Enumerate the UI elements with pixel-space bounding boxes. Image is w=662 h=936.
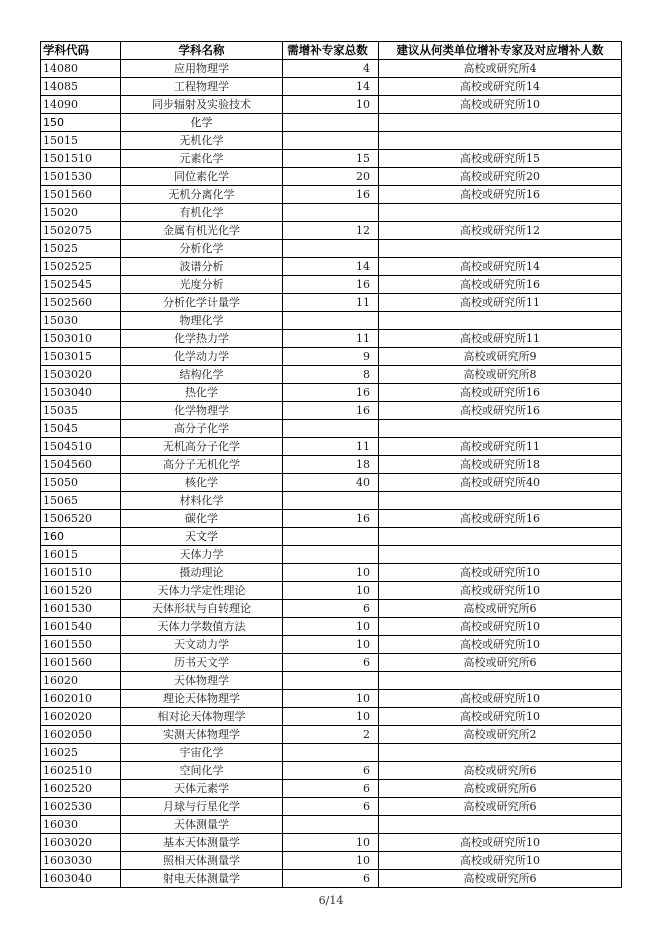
expert-count-cell xyxy=(283,528,379,546)
suggestion-cell: 高校或研究所18 xyxy=(379,456,622,474)
subject-code-cell: 14085 xyxy=(41,78,121,96)
expert-count-cell: 8 xyxy=(283,366,379,384)
expert-count-cell: 11 xyxy=(283,438,379,456)
table-row xyxy=(41,456,622,474)
subject-name-cell: 物理化学 xyxy=(121,312,283,330)
subject-name-cell: 照相天体测量学 xyxy=(121,852,283,870)
suggestion-cell: 高校或研究所16 xyxy=(379,276,622,294)
subject-code-cell: 15025 xyxy=(41,240,121,258)
suggestion-cell: 高校或研究所6 xyxy=(379,798,622,816)
table-row xyxy=(41,636,622,654)
suggestion-cell xyxy=(379,492,622,510)
expert-count-cell: 16 xyxy=(283,186,379,204)
subject-code-cell: 1601510 xyxy=(41,564,121,582)
subject-name-cell: 化学物理学 xyxy=(121,402,283,420)
expert-count-cell: 6 xyxy=(283,780,379,798)
expert-count-cell: 10 xyxy=(283,618,379,636)
expert-count-cell xyxy=(283,744,379,762)
header-subject-name: 学科名称 xyxy=(121,42,283,60)
table-row xyxy=(41,402,622,420)
subject-code-cell: 1602010 xyxy=(41,690,121,708)
subject-code-cell: 1504510 xyxy=(41,438,121,456)
subject-code-cell: 1504560 xyxy=(41,456,121,474)
subject-name-cell: 材料化学 xyxy=(121,492,283,510)
table-header-row xyxy=(41,42,622,60)
suggestion-cell: 高校或研究所10 xyxy=(379,564,622,582)
expert-table xyxy=(40,41,622,888)
expert-count-cell: 10 xyxy=(283,564,379,582)
table-row xyxy=(41,690,622,708)
suggestion-cell: 高校或研究所2 xyxy=(379,726,622,744)
subject-code-cell: 16030 xyxy=(41,816,121,834)
table-row xyxy=(41,438,622,456)
suggestion-cell xyxy=(379,114,622,132)
table-row xyxy=(41,780,622,798)
subject-name-cell: 波谱分析 xyxy=(121,258,283,276)
subject-name-cell: 碳化学 xyxy=(121,510,283,528)
subject-code-cell: 1602520 xyxy=(41,780,121,798)
expert-count-cell xyxy=(283,204,379,222)
table-row xyxy=(41,798,622,816)
suggestion-cell: 高校或研究所6 xyxy=(379,762,622,780)
subject-code-cell: 14080 xyxy=(41,60,121,78)
table-row xyxy=(41,96,622,114)
subject-code-cell: 16015 xyxy=(41,546,121,564)
header-suggestion: 建议从何类单位增补专家及对应增补人数 xyxy=(379,42,622,60)
subject-code-cell: 1601560 xyxy=(41,654,121,672)
subject-name-cell: 天体元素学 xyxy=(121,780,283,798)
table-row xyxy=(41,330,622,348)
subject-code-cell: 15030 xyxy=(41,312,121,330)
suggestion-cell: 高校或研究所16 xyxy=(379,402,622,420)
subject-code-cell: 1501560 xyxy=(41,186,121,204)
table-row xyxy=(41,384,622,402)
subject-name-cell: 摄动理论 xyxy=(121,564,283,582)
expert-count-cell xyxy=(283,492,379,510)
header-expert-count: 需增补专家总数 xyxy=(283,42,379,60)
expert-count-cell: 2 xyxy=(283,726,379,744)
page-number: 6/14 xyxy=(318,894,344,907)
expert-count-cell: 11 xyxy=(283,330,379,348)
expert-count-cell: 14 xyxy=(283,78,379,96)
suggestion-cell: 高校或研究所20 xyxy=(379,168,622,186)
table-row xyxy=(41,420,622,438)
suggestion-cell xyxy=(379,816,622,834)
subject-code-cell: 1502525 xyxy=(41,258,121,276)
suggestion-cell: 高校或研究所16 xyxy=(379,384,622,402)
subject-code-cell: 1503015 xyxy=(41,348,121,366)
suggestion-cell xyxy=(379,132,622,150)
suggestion-cell: 高校或研究所6 xyxy=(379,600,622,618)
subject-code-cell: 15020 xyxy=(41,204,121,222)
table-row xyxy=(41,582,622,600)
suggestion-cell: 高校或研究所11 xyxy=(379,438,622,456)
table-row xyxy=(41,600,622,618)
subject-code-cell: 1502075 xyxy=(41,222,121,240)
subject-code-cell: 160 xyxy=(41,528,121,546)
expert-count-cell xyxy=(283,546,379,564)
expert-count-cell: 10 xyxy=(283,834,379,852)
suggestion-cell: 高校或研究所10 xyxy=(379,690,622,708)
table-row xyxy=(41,726,622,744)
expert-count-cell xyxy=(283,312,379,330)
suggestion-cell: 高校或研究所14 xyxy=(379,258,622,276)
subject-name-cell: 分析化学 xyxy=(121,240,283,258)
suggestion-cell: 高校或研究所6 xyxy=(379,780,622,798)
suggestion-cell: 高校或研究所10 xyxy=(379,834,622,852)
subject-code-cell: 15065 xyxy=(41,492,121,510)
suggestion-cell xyxy=(379,672,622,690)
table-row xyxy=(41,60,622,78)
table-row xyxy=(41,708,622,726)
expert-count-cell: 18 xyxy=(283,456,379,474)
expert-count-cell: 20 xyxy=(283,168,379,186)
subject-name-cell: 核化学 xyxy=(121,474,283,492)
expert-count-cell: 9 xyxy=(283,348,379,366)
suggestion-cell: 高校或研究所9 xyxy=(379,348,622,366)
expert-count-cell: 6 xyxy=(283,798,379,816)
subject-name-cell: 天文学 xyxy=(121,528,283,546)
subject-name-cell: 金属有机光化学 xyxy=(121,222,283,240)
expert-count-cell xyxy=(283,672,379,690)
subject-name-cell: 光度分析 xyxy=(121,276,283,294)
subject-code-cell: 1502560 xyxy=(41,294,121,312)
suggestion-cell xyxy=(379,744,622,762)
subject-name-cell: 化学热力学 xyxy=(121,330,283,348)
suggestion-cell xyxy=(379,240,622,258)
table-row xyxy=(41,348,622,366)
expert-count-cell: 10 xyxy=(283,690,379,708)
expert-count-cell xyxy=(283,132,379,150)
expert-count-cell: 10 xyxy=(283,636,379,654)
suggestion-cell: 高校或研究所14 xyxy=(379,78,622,96)
subject-code-cell: 1503020 xyxy=(41,366,121,384)
table-row xyxy=(41,474,622,492)
table-row xyxy=(41,654,622,672)
suggestion-cell: 高校或研究所10 xyxy=(379,636,622,654)
subject-code-cell: 1601540 xyxy=(41,618,121,636)
subject-name-cell: 宇宙化学 xyxy=(121,744,283,762)
suggestion-cell: 高校或研究所10 xyxy=(379,618,622,636)
table-row xyxy=(41,546,622,564)
table-row xyxy=(41,222,622,240)
expert-count-cell: 6 xyxy=(283,654,379,672)
table-row xyxy=(41,312,622,330)
subject-code-cell: 1602050 xyxy=(41,726,121,744)
subject-name-cell: 元素化学 xyxy=(121,150,283,168)
suggestion-cell: 高校或研究所11 xyxy=(379,294,622,312)
category-row xyxy=(41,114,622,132)
subject-name-cell: 分析化学计量学 xyxy=(121,294,283,312)
subject-code-cell: 1601530 xyxy=(41,600,121,618)
expert-count-cell: 11 xyxy=(283,294,379,312)
suggestion-cell xyxy=(379,528,622,546)
table-row xyxy=(41,852,622,870)
expert-count-cell xyxy=(283,114,379,132)
subject-code-cell: 16025 xyxy=(41,744,121,762)
table-row xyxy=(41,870,622,888)
subject-code-cell: 150 xyxy=(41,114,121,132)
subject-code-cell: 15045 xyxy=(41,420,121,438)
suggestion-cell: 高校或研究所4 xyxy=(379,60,622,78)
subject-code-cell: 16020 xyxy=(41,672,121,690)
subject-name-cell: 工程物理学 xyxy=(121,78,283,96)
suggestion-cell: 高校或研究所11 xyxy=(379,330,622,348)
table-row xyxy=(41,186,622,204)
suggestion-cell: 高校或研究所6 xyxy=(379,870,622,888)
expert-count-cell: 40 xyxy=(283,474,379,492)
table-row xyxy=(41,564,622,582)
subject-code-cell: 15050 xyxy=(41,474,121,492)
table-row xyxy=(41,168,622,186)
subject-name-cell: 有机化学 xyxy=(121,204,283,222)
subject-name-cell: 天体力学数值方法 xyxy=(121,618,283,636)
subject-name-cell: 天文动力学 xyxy=(121,636,283,654)
table-row xyxy=(41,366,622,384)
suggestion-cell: 高校或研究所8 xyxy=(379,366,622,384)
expert-count-cell: 14 xyxy=(283,258,379,276)
expert-count-cell: 12 xyxy=(283,222,379,240)
subject-code-cell: 15035 xyxy=(41,402,121,420)
subject-name-cell: 理论天体物理学 xyxy=(121,690,283,708)
subject-name-cell: 天体力学 xyxy=(121,546,283,564)
expert-count-cell: 16 xyxy=(283,510,379,528)
suggestion-cell: 高校或研究所40 xyxy=(379,474,622,492)
expert-count-cell: 16 xyxy=(283,384,379,402)
table-row xyxy=(41,816,622,834)
expert-count-cell: 15 xyxy=(283,150,379,168)
expert-count-cell: 4 xyxy=(283,60,379,78)
subject-name-cell: 同步辐射及实验技术 xyxy=(121,96,283,114)
suggestion-cell: 高校或研究所10 xyxy=(379,582,622,600)
subject-code-cell: 1602530 xyxy=(41,798,121,816)
subject-name-cell: 高分子化学 xyxy=(121,420,283,438)
subject-name-cell: 结构化学 xyxy=(121,366,283,384)
suggestion-cell: 高校或研究所12 xyxy=(379,222,622,240)
subject-name-cell: 热化学 xyxy=(121,384,283,402)
table-row xyxy=(41,834,622,852)
subject-code-cell: 14090 xyxy=(41,96,121,114)
subject-name-cell: 天体形状与自转理论 xyxy=(121,600,283,618)
subject-code-cell: 1502545 xyxy=(41,276,121,294)
table-row xyxy=(41,276,622,294)
subject-name-cell: 化学动力学 xyxy=(121,348,283,366)
subject-name-cell: 历书天文学 xyxy=(121,654,283,672)
suggestion-cell: 高校或研究所10 xyxy=(379,96,622,114)
subject-name-cell: 相对论天体物理学 xyxy=(121,708,283,726)
subject-name-cell: 天体测量学 xyxy=(121,816,283,834)
suggestion-cell: 高校或研究所16 xyxy=(379,510,622,528)
table-row xyxy=(41,240,622,258)
subject-name-cell: 无机高分子化学 xyxy=(121,438,283,456)
category-row xyxy=(41,528,622,546)
table-row xyxy=(41,762,622,780)
suggestion-cell: 高校或研究所6 xyxy=(379,654,622,672)
expert-count-cell: 6 xyxy=(283,870,379,888)
subject-name-cell: 无机分离化学 xyxy=(121,186,283,204)
suggestion-cell xyxy=(379,420,622,438)
subject-name-cell: 高分子无机化学 xyxy=(121,456,283,474)
table-row xyxy=(41,744,622,762)
subject-name-cell: 天体物理学 xyxy=(121,672,283,690)
subject-code-cell: 1603040 xyxy=(41,870,121,888)
expert-count-cell: 10 xyxy=(283,708,379,726)
table-row xyxy=(41,672,622,690)
subject-code-cell: 1503040 xyxy=(41,384,121,402)
subject-code-cell: 1501530 xyxy=(41,168,121,186)
table-row xyxy=(41,78,622,96)
table-row xyxy=(41,492,622,510)
table-body xyxy=(41,60,622,888)
subject-name-cell: 实测天体物理学 xyxy=(121,726,283,744)
subject-name-cell: 空间化学 xyxy=(121,762,283,780)
subject-name-cell: 无机化学 xyxy=(121,132,283,150)
subject-name-cell: 射电天体测量学 xyxy=(121,870,283,888)
suggestion-cell: 高校或研究所16 xyxy=(379,186,622,204)
subject-name-cell: 同位素化学 xyxy=(121,168,283,186)
expert-count-cell: 6 xyxy=(283,600,379,618)
expert-count-cell: 16 xyxy=(283,276,379,294)
subject-code-cell: 1501510 xyxy=(41,150,121,168)
subject-code-cell: 1601520 xyxy=(41,582,121,600)
subject-code-cell: 1506520 xyxy=(41,510,121,528)
subject-code-cell: 1603030 xyxy=(41,852,121,870)
expert-count-cell: 10 xyxy=(283,582,379,600)
subject-name-cell: 基本天体测量学 xyxy=(121,834,283,852)
subject-name-cell: 应用物理学 xyxy=(121,60,283,78)
expert-count-cell xyxy=(283,816,379,834)
table-row xyxy=(41,294,622,312)
table-row xyxy=(41,204,622,222)
suggestion-cell xyxy=(379,204,622,222)
suggestion-cell xyxy=(379,312,622,330)
subject-code-cell: 15015 xyxy=(41,132,121,150)
suggestion-cell: 高校或研究所15 xyxy=(379,150,622,168)
expert-count-cell: 10 xyxy=(283,852,379,870)
subject-code-cell: 1601550 xyxy=(41,636,121,654)
table-row xyxy=(41,510,622,528)
expert-count-cell: 16 xyxy=(283,402,379,420)
subject-name-cell: 天体力学定性理论 xyxy=(121,582,283,600)
header-subject-code: 学科代码 xyxy=(41,42,121,60)
suggestion-cell: 高校或研究所10 xyxy=(379,708,622,726)
subject-code-cell: 1603020 xyxy=(41,834,121,852)
table-row xyxy=(41,132,622,150)
expert-count-cell xyxy=(283,420,379,438)
table-row xyxy=(41,618,622,636)
suggestion-cell xyxy=(379,546,622,564)
subject-code-cell: 1602510 xyxy=(41,762,121,780)
subject-name-cell: 化学 xyxy=(121,114,283,132)
subject-name-cell: 月球与行星化学 xyxy=(121,798,283,816)
subject-code-cell: 1602020 xyxy=(41,708,121,726)
subject-code-cell: 1503010 xyxy=(41,330,121,348)
suggestion-cell: 高校或研究所10 xyxy=(379,852,622,870)
table-row xyxy=(41,258,622,276)
table-row xyxy=(41,150,622,168)
expert-count-cell xyxy=(283,240,379,258)
expert-count-cell: 6 xyxy=(283,762,379,780)
expert-count-cell: 10 xyxy=(283,96,379,114)
